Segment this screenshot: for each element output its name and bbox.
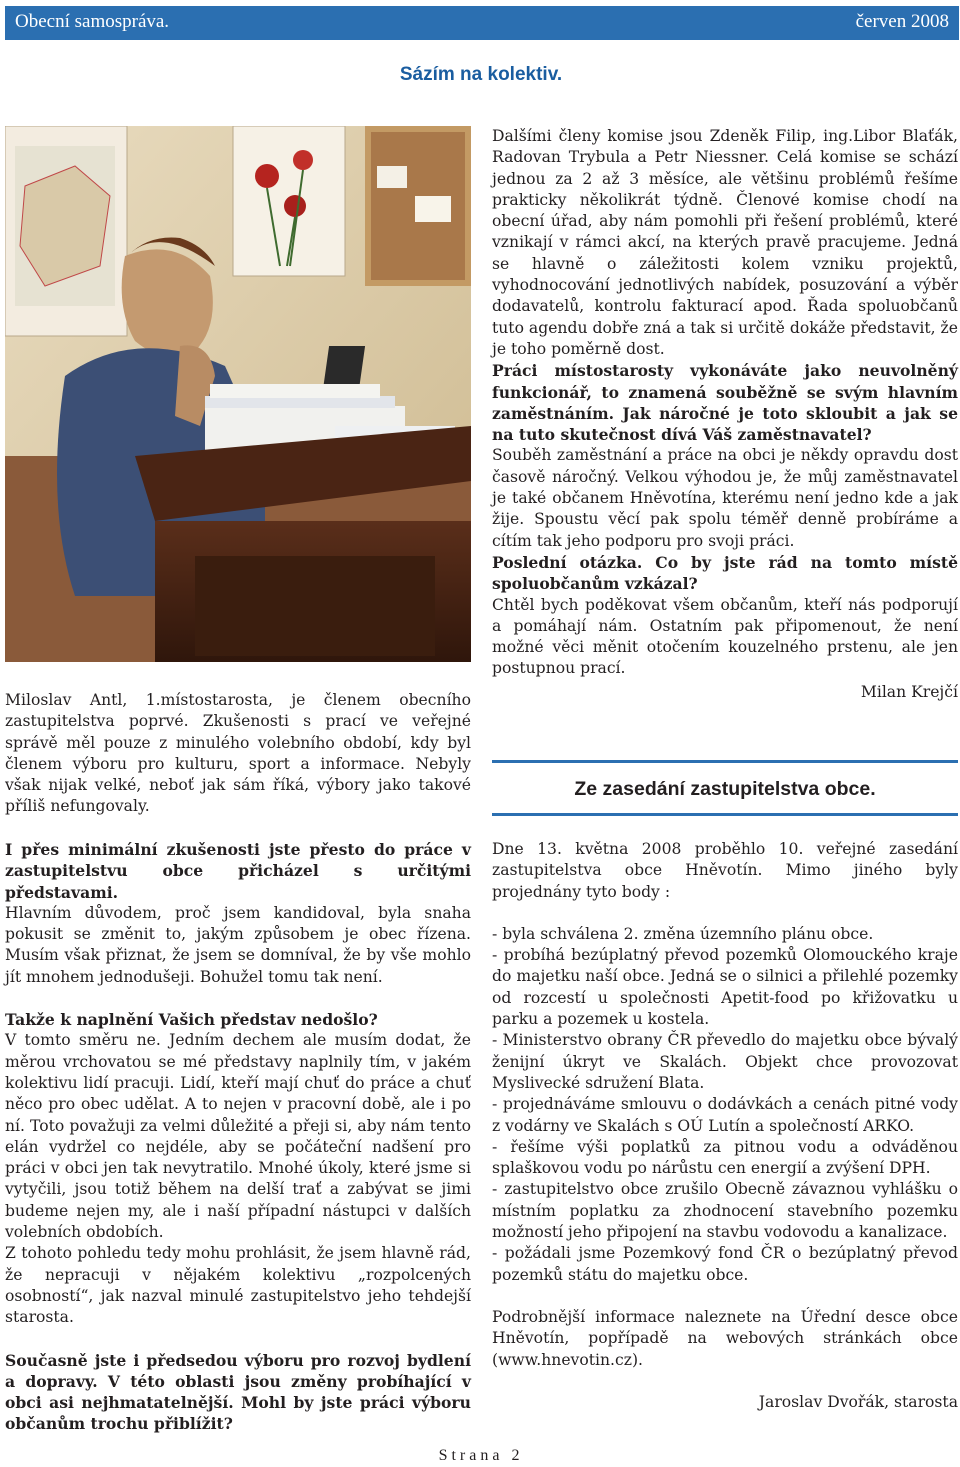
section-name: Obecní samospráva. [15,11,170,32]
meeting-item: - probíhá bezúplatný převod pozemků Olomouckého kraje do majetku naší obce. Jedná se o silnici a přilehlé pozemky od rozcestí u společnosti Apetit-food po křižovatku u parku a pozemek u kostela. [492,946,958,1029]
answer-3: Dalšími členy komise jsou Zdeněk Filip, ing.Libor Blaťák, Radovan Trybula a Petr Niessner. Celá komise se schází jednou za 2 až 3 měsíce, ale většinu problémů řešíme prakticky několikrát týdně. Členové komise chodí na obecní úřad, aby nám pomohli při řešení problémů, které vznikají v rámci akcí, na kterých pravě pracujeme. Jedná se hlavně o záležitosti kolem vzniku projektů, vyhodnocování jednotlivých nabídek, posuzování a výběr dodavatelů, kontrolu fakturací apod. Řada spoluobčanů tuto agendu dobře zná a tak si určitě dokáže představit, že je toho poměrně dost. [492,127,958,358]
photo-caption: Miloslav Antl, 1.místostarosta, je členem obecního zastupitelstva poprvé. Zkušenosti s prací ve veřejné správě měl pouze z minulého volebního období, kdy byl členem výboru pro kulturu, sport a informace. Nebyly však nijak velké, neboť jak sám říká, výbory jako takové příliš nefungovaly. [5,691,471,816]
answer-1: Hlavním důvodem, proč jsem kandidoval, byla snaha pokusit se změnit to, jakým způsobem je obec řízena. Musím však přiznat, že jsem se domníval, že by vše mohlo jít mnohem jednodušeji. Bohužel tomu tak není. [5,903,471,986]
interview-signature: Milan Krejčí [860,682,958,701]
meeting-signature: Jaroslav Dvořák, starosta [758,1392,958,1411]
answer-4: Souběh zaměstnání a práce na obci je někdy opravdu dost časově náročný. Velkou výhodou je, že můj zaměstnavatel je také občanem Hněvotína, kterému není jedno kde a jak žije. Spoustu věcí pak spolu téměř denně probíráme a cítím tak jeho podporu pro svoji práci. [492,446,958,550]
question-1: I přes minimální zkušenosti jste přesto do práce v zastupitelstvu obce přicházel s určitými představami. [5,840,471,902]
question-3: Současně jste i předsedou výboru pro rozvoj bydlení a dopravy. V této oblasti jsou změny probíhající v obci asi nejhmatatelnější. Mohl by jste práci výboru občanům trochu přiblížit? [5,1350,471,1434]
meeting-item: - projednáváme smlouvu o dodávkách a cenách pitné vody z vodárny ve Skalách s OÚ Lutín a společností ARKO. [492,1095,958,1135]
meeting-item: - řešíme výši poplatků za pitnou vodu a odváděnou splaškovou vodu po nárůstu cen energií a zvýšení DPH. [492,1137,958,1178]
answer-2-continued: Z tohoto pohledu tedy mohu prohlásit, že jsem hlavně rád, že nepracuji v nějakém kolektivu „rozpolcených osobností“, jak nazval minulé zastupitelstvo jeho tehdejší starosta. [5,1244,471,1327]
interview-right-column [492,126,958,703]
answer-2: V tomto směru ne. Jedním dechem ale musím dodat, že měrou vrchovatou se mé představy naplnily tím, v jakém kolektivu lidí pracuji. Lidí, kteří mají chuť do práce a chuť něco pro obec udělat. A to nejen v pracovní době, ale i po ní. Toto považuji za velmi důležité a přeji si, aby nám tento elán vydržel co nejdéle, aby se počáteční nadšení pro práci v obci jen tak nevytratilo. Mnohé úkoly, které jsme si vytyčili, jsou totiž během na delší trať a zabývat se jimi budeme nejen my, ale i naší případní nástupci v dalších volebních obdobích. [5,1031,471,1242]
issue-date: červen 2008 [855,11,949,32]
question-5: Poslední otázka. Co by jste rád na tomto místě spoluobčanům vzkázal? [492,552,958,594]
section-divider-bottom [492,813,958,816]
page-number: Strana 2 [438,1447,524,1464]
question-4: Práci místostarosty vykonáváte jako neuvolněný funkcionář, to znamená souběžně se svým hlavním zaměstnáním. Jak náročné je toto skloubit a jak se na tuto skutečnost dívá Váš zaměstnavatel? [492,361,958,445]
meeting-intro: Dne 13. května 2008 proběhlo 10. veřejné zasedání zastupitelstva obce Hněvotín. Mimo jiného byly projednány tyto body : [492,840,958,901]
interview-photo [5,126,471,662]
answer-5: Chtěl bych poděkovat všem občanům, kteří nás podporují a pomáhají nám. Ostatním pak připomenout, že není možné věci měnit otočením kouzelného prstenu, ale jen postupnou prací. [492,595,958,678]
page-header [5,6,959,40]
meeting-outro: Podrobnější informace naleznete na Úřední desce obce Hněvotín, popřípadě na webových stránkách obce (www.hnevotin.cz). [492,1307,958,1369]
meeting-item: - byla schválena 2. změna územního plánu obce. [492,924,874,943]
section-title: Ze zasedání zastupitelstva obce. [574,778,876,800]
question-2: Takže k naplnění Vašich představ nedošlo? [5,1010,378,1030]
meeting-item: - požádali jsme Pozemkový fond ČR o bezúplatný převod pozemků státu do majetku obce. [492,1244,958,1284]
meeting-item: - Ministerstvo obrany ČR převedlo do majetku obce bývalý ženijní úkryt ve Skalách. Objekt chce provozovat Myslivecké sdružení Blata. [492,1031,958,1092]
meeting-item: - zastupitelstvo obce zrušilo Obecně závaznou vyhlášku o místním poplatku za zhodnocení stavebního pozemku možností jeho připojení na stavbu vodovodu a kanalizace. [492,1180,958,1242]
meeting-report [492,839,958,1413]
office-scene-image [5,126,471,662]
article-title: Sázím na kolektiv. [399,64,563,85]
section-divider-top [492,760,958,763]
interview-left-column [5,839,471,1435]
